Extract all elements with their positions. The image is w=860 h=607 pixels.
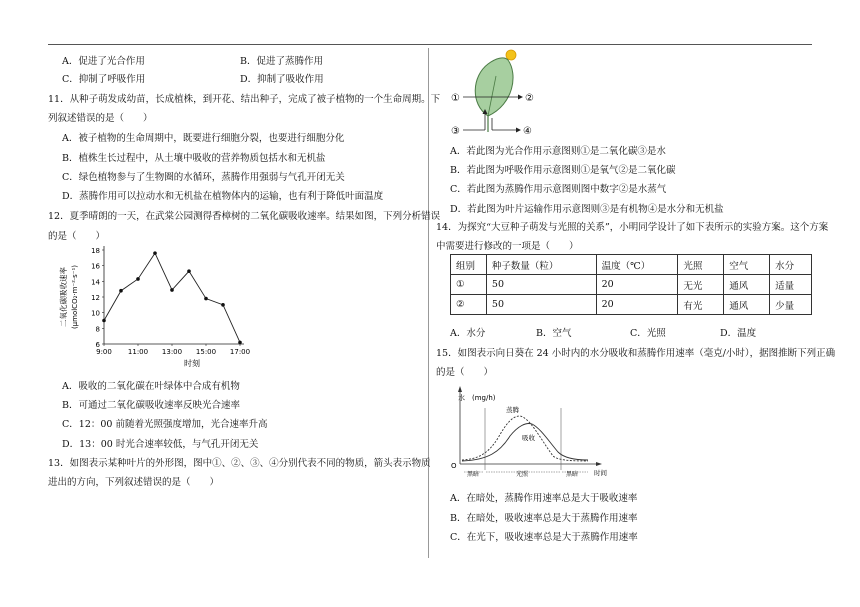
q14-option-d: D．温度 (720, 328, 757, 339)
q13-stem-2: 进出的方向，下列叙述错误的是（ ） (48, 477, 220, 488)
absorption-curve (462, 424, 588, 462)
q11-option-a: A．被子植物的生命周期中，既要进行细胞分裂，也要进行细胞分化 (62, 133, 345, 144)
q12-option-b: B．可通过二氧化碳吸收速率反映光合速率 (62, 400, 240, 411)
co2-absorption-chart (52, 242, 252, 370)
y-tick-label: 18 (91, 247, 100, 255)
data-point (238, 341, 242, 345)
header-rule (48, 44, 812, 45)
table-cell: 20 (596, 275, 678, 295)
x-tick-label: 9:00 (96, 348, 112, 356)
q15-option-a: A．在暗处，蒸腾作用速率总是大于吸收速率 (450, 493, 638, 504)
table-header-cell: 温度（℃） (596, 255, 678, 275)
y-tick-label: 12 (91, 294, 100, 302)
q14-option-b: B．空气 (536, 328, 572, 339)
data-point (153, 251, 157, 255)
table-cell: 通风 (724, 295, 770, 315)
table-cell: ① (451, 275, 487, 295)
q12-option-d: D．13：00 时光合速率较低，与气孔开闭无关 (62, 439, 259, 450)
x-tick-label: 11:00 (127, 348, 149, 356)
fig-xlabel: 时间 (594, 469, 607, 477)
leaf-diagram (448, 46, 558, 138)
y-tick-label: 6 (95, 341, 100, 349)
data-point (119, 289, 123, 293)
q10-option-d: D．抑制了吸收作用 (240, 74, 324, 85)
table-header-cell: 光照 (678, 255, 724, 275)
table-header-cell: 空气 (724, 255, 770, 275)
data-point (221, 303, 225, 307)
q15-option-b: B．在暗处，吸收速率总是大于蒸腾作用速率 (450, 513, 638, 524)
table-row (451, 275, 812, 295)
leaf-label-1: ① (451, 93, 460, 104)
y-tick-label: 16 (91, 262, 100, 271)
table-cell: 适量 (770, 275, 812, 295)
q12-option-a: A．吸收的二氧化碳在叶绿体中合成有机物 (62, 381, 240, 392)
y-axis-label: 二氧化碳吸收速率 (59, 267, 68, 327)
q15-option-c: C．在光下，吸收速率总是大于蒸腾作用速率 (450, 532, 638, 543)
q13-option-b: B．若此图为呼吸作用示意图则①是氧气②是二氧化碳 (450, 165, 676, 176)
table-header-cell: 组别 (451, 255, 487, 275)
x-tick-label: 13:00 (161, 348, 183, 356)
q12-stem-1: 12．夏季晴朗的一天，在武棠公园测得香樟树的二氧化碳吸收速率。结果如图，下列分析错误 (48, 211, 441, 222)
leaf-label-4: ④ (523, 126, 532, 137)
q12-stem-2: 的是（ ） (48, 231, 106, 242)
data-point (170, 288, 174, 292)
fig-curve-absorption: 吸收 (522, 434, 535, 442)
fig-dark-2: 黑暗 (566, 471, 579, 478)
y-tick-label: 10 (91, 309, 100, 318)
q14-stem-2: 中需要进行修改的一项是（ ） (436, 241, 579, 252)
q15-stem-1: 15．如图表示向日葵在 24 小时内的水分吸收和蒸腾作用速率（毫克/小时），据图推断下列正确 (436, 348, 836, 359)
q14-option-c: C．光照 (630, 328, 666, 339)
table-cell: 50 (486, 275, 596, 295)
table-cell: 通风 (724, 275, 770, 295)
q11-option-c: C．绿色植物参与了生物圈的水循环，蒸腾作用强弱与气孔开闭无关 (62, 172, 345, 183)
sun-icon (506, 50, 516, 60)
q10-option-a: A．促进了光合作用 (62, 56, 145, 67)
q14-stem-1: 14．为探究“大豆种子萌发与光照的关系”，小明同学设计了如下表所示的实验方案。这个方案 (436, 222, 829, 233)
fig-dark-1: 黑暗 (467, 471, 480, 478)
table-header-cell: 水分 (770, 255, 812, 275)
experiment-table (450, 254, 812, 315)
table-header-row (451, 255, 812, 275)
q11-stem-1: 11．从种子萌发成幼苗，长成植株，到开花、结出种子，完成了被子植物的一个生命周期。下 (48, 94, 441, 105)
fig-ylabel: 水 (mg/h) (458, 394, 496, 402)
water-rate-diagram (448, 380, 618, 478)
table-cell: ② (451, 295, 487, 315)
q13-option-c: C．若此图为蒸腾作用示意图则图中数字②是水蒸气 (450, 184, 667, 195)
table-cell: 50 (486, 295, 596, 315)
q10-option-c: C．抑制了呼吸作用 (62, 74, 146, 85)
q11-option-d: D．蒸腾作用可以拉动水和无机盐在植物体内的运输，也有利于降低叶面温度 (62, 191, 384, 202)
q15-stem-2: 的是（ ） (436, 367, 494, 378)
column-divider (428, 48, 429, 558)
q13-stem-1: 13．如图表示某种叶片的外形图，图中①、②、③、④分别代表不同的物质，箭头表示物质 (48, 458, 431, 469)
series-line (104, 253, 240, 342)
table-cell: 20 (596, 295, 678, 315)
x-tick-label: 15:00 (195, 348, 217, 356)
leaf-label-3: ③ (451, 126, 460, 137)
y-tick-label: 8 (95, 325, 100, 334)
fig-curve-transpiration: 蒸腾 (506, 406, 519, 414)
q11-stem-2: 列叙述错误的是（ ） (48, 113, 153, 124)
q13-option-a: A．若此图为光合作用示意图则①是二氧化碳③是水 (450, 146, 666, 157)
leaf-label-2: ② (525, 93, 534, 104)
fig-origin: O (451, 462, 457, 470)
fig-light: 光照 (516, 471, 529, 478)
data-point (204, 297, 208, 301)
y-tick-label: 14 (91, 278, 100, 287)
x-axis-label: 时刻 (184, 359, 200, 368)
q11-option-b: B．植株生长过程中，从土壤中吸收的营养物质包括水和无机盐 (62, 153, 326, 164)
q13-option-d: D．若此图为叶片运输作用示意图则③是有机物④是水分和无机盐 (450, 204, 724, 215)
y-axis-unit: (μmolCO₂·m⁻²·s⁻¹) (71, 264, 79, 330)
q12-option-c: C．12：00 前随着光照强度增加，光合速率升高 (62, 419, 268, 430)
q10-option-b: B．促进了蒸腾作用 (240, 56, 323, 67)
q14-option-a: A．水分 (450, 328, 486, 339)
table-cell: 有光 (678, 295, 724, 315)
data-point (102, 319, 106, 323)
table-cell: 无光 (678, 275, 724, 295)
data-point (187, 269, 191, 273)
data-point (136, 277, 140, 281)
x-tick-label: 17:00 (229, 348, 251, 356)
table-header-cell: 种子数量（粒） (486, 255, 596, 275)
table-row (451, 295, 812, 315)
table-cell: 少量 (770, 295, 812, 315)
